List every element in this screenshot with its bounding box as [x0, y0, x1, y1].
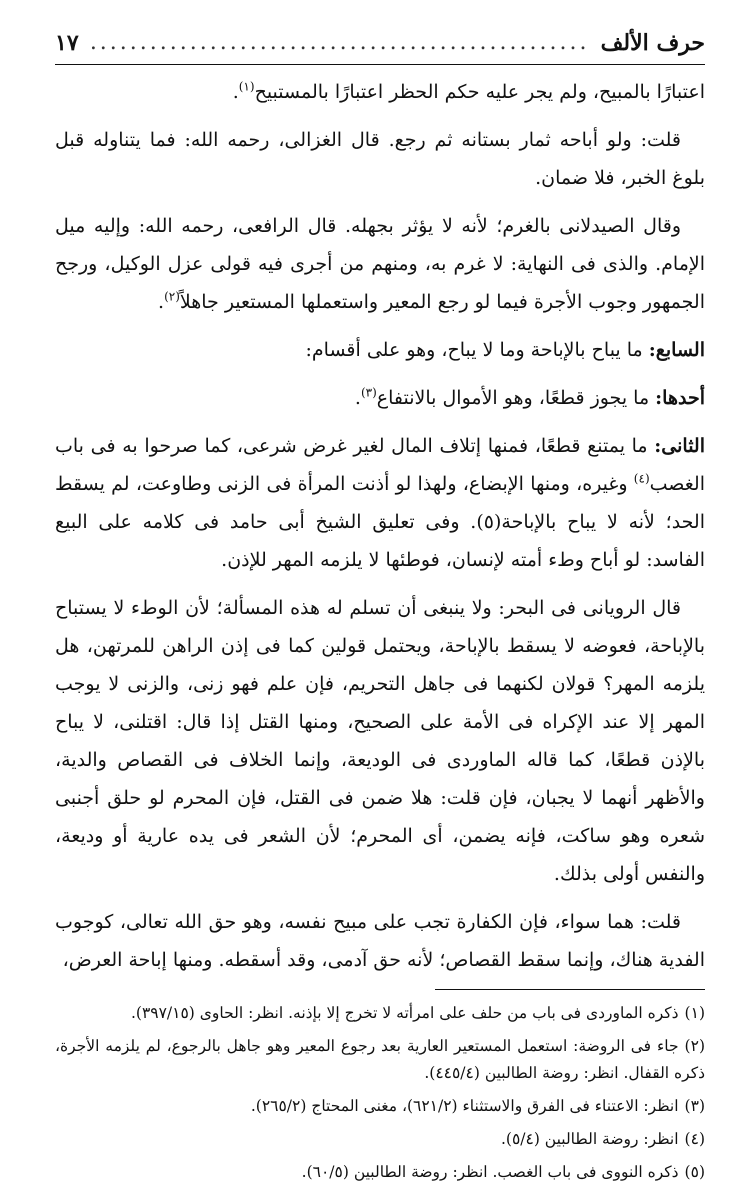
footnote-ref[interactable]: (٢) — [164, 289, 180, 304]
paragraph: الثانى: ما يمتنع قطعًا، فمنها إتلاف المال لغير غرض شرعى، كما صرحوا به فى باب الغصب$^{(٤)}$ وغيره، ومنها الإبضاع، ولهذا لو أذنت المرأة فى الزنى وطاوعت، لم يسقط الحد؛ لأنه لا يباح بالإباحة(٥). وفى تعليق الشيخ أبى حامد فى كلامه على البيع الفاسد: لو أباح وطء أمته لإنسان، فوطئها لا يلزمه المهر للإذن. — [55, 435, 706, 571]
header-leader-dots: .................................................. — [89, 30, 590, 55]
footnote-item: (٣)انظر: الاعتناء فى الفرق والاستثناء (٦٢١/٢)، مغنى المحتاج (٢٦٥/٢). — [250, 1097, 705, 1115]
page-number: ١٧ — [55, 30, 79, 56]
footnote-ref[interactable]: (٣) — [360, 385, 377, 400]
paragraph: قلت: هما سواء، فإن الكفارة تجب على مبيح نفسه، وهو حق الله تعالى، كوجوب الفدية هناك، وإنما سقط القصاص؛ لأنه حق آدمى، وقد أسقطه. ومنها إباحة العرض، — [55, 911, 705, 971]
footnote-item: (١)ذكره الماوردى فى باب من حلف على امرأته لا تخرج إلا بإذنه. انظر: الحاوى (٣٩٧/١٥). — [130, 1004, 705, 1022]
footnote-ref[interactable]: (٤) — [633, 471, 650, 486]
footnote-item: (٤)انظر: روضة الطالبين (٥/٤). — [500, 1130, 705, 1148]
paragraph: اعتبارًا بالمبيح، ولم يجر عليه حكم الحظر اعتبارًا بالمستبيح$^{(١)}$. — [232, 79, 705, 103]
footnotes — [55, 1000, 705, 1186]
paragraph: وقال الصيدلانى بالغرم؛ لأنه لا يؤثر بجهله. قال الرافعى، رحمه الله: وإليه ميل الإمام. والذى فى النهاية: لا غرم به، ومنهم من أجرى فيه قولى عزل الوكيل، ورجح الجمهور وجوب الأجرة فيما لو رجع المعير واستعملها المستعير جاهلاً$^{(٢)}$. — [55, 215, 705, 313]
footnote-item: (٥)ذكره النووى فى باب الغصب. انظر: روضة الطالبين (٦٠/٥). — [301, 1163, 705, 1181]
running-header — [55, 28, 705, 65]
section-lead: أحدها: — [655, 387, 705, 409]
chapter-title: حرف الألف — [600, 30, 705, 56]
paragraph: أحدها: ما يجوز قطعًا، وهو الأموال بالانتفاع$^{(٣)}$. — [354, 385, 705, 409]
paragraph: قال الرويانى فى البحر: ولا ينبغى أن تسلم له هذه المسألة؛ لأن الوطء لا يستباح بالإباحة، فعوضه لا يسقط بالإباحة، ويحتمل قولين كما فى إذن الراهن للمرتهن، هل يلزمه المهر؟ قولان لكنهما فى جاهل التحريم، فإن علم فهو زنى، والزنى لا يوجب المهر إلا عند الإكراه فى الأمة على الصحيح، ومنها القتل إذا قال: اقتلنى، لا يباح بالإذن قطعًا، كما قاله الماوردى فى الوديعة، وإنما الخلاف فى القصاص والدية، والأظهر أنهما لا يجبان، فإن قلت: هلا ضمن فى القتل، فإن المحرم لو حلق أجنبى شعره وهو ساكت، فإنه يضمن، أى المحرم؛ لأن الشعر فى يده عارية أو وديعة، والنفس أولى بذلك. — [55, 597, 705, 885]
main-text — [55, 73, 705, 979]
footnote-ref[interactable]: (١) — [238, 79, 255, 94]
section-lead: الثانى: — [654, 435, 705, 457]
paragraph: قلت: ولو أباحه ثمار بستانه ثم رجع. قال الغزالى، رحمه الله: فما يتناوله قبل بلوغ الخبر، فلا ضمان. — [55, 129, 705, 189]
paragraph: السابع: ما يباح بالإباحة وما لا يباح، وهو على أقسام: — [305, 339, 705, 361]
footnote-divider — [435, 989, 705, 990]
footnote-item: (٢)جاء فى الروضة: استعمل المستعير العارية بعد رجوع المعير وهو جاهل بالرجوع، لم يلزمه الأجرة، ذكره القفال. انظر: روضة الطالبين (٤٤٥/٤). — [55, 1037, 705, 1082]
section-lead: السابع: — [648, 339, 705, 361]
